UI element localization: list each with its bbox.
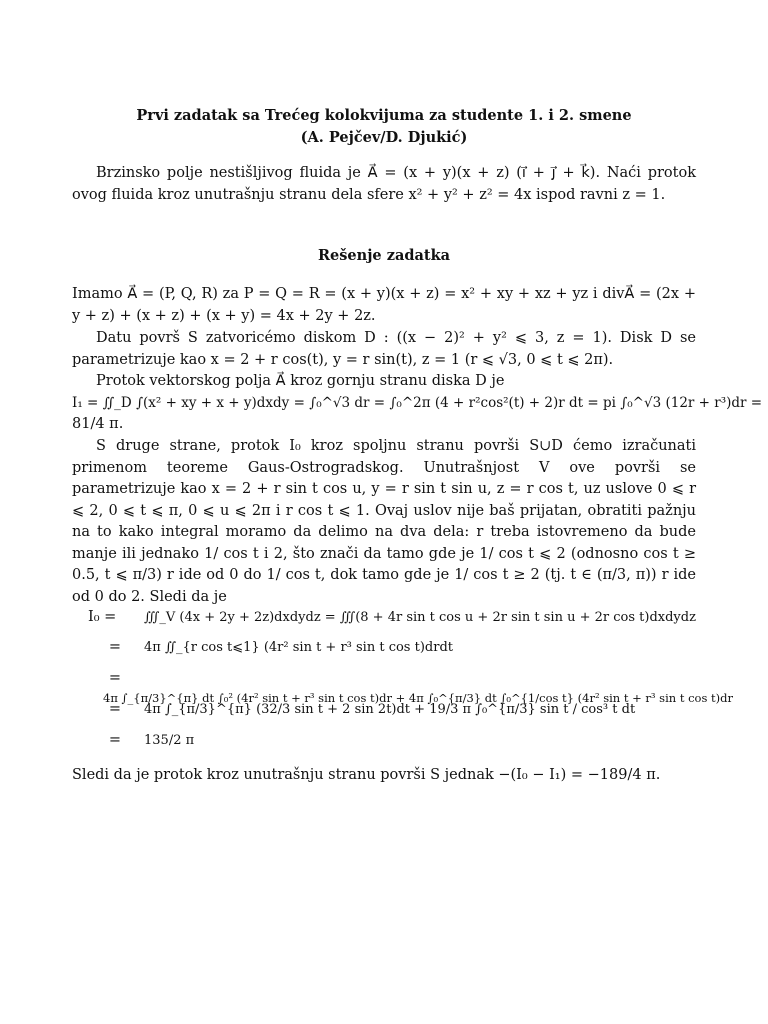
conclusion: Sledi da je protok kroz unutrašnju stranu površi S jednak −(I₀ − I₁) = −189/4 π. — [72, 767, 661, 783]
equals-sign: = — [108, 670, 121, 686]
equation-rhs-1: ∭_V (4x + 2y + 2z)dxdydz = ∭(8 + 4r sin t cos u + 2r sin t sin u + 2r cos t)dxdydz — [144, 610, 696, 625]
flux-disk-equation: I₁ = ∬_D ∫(x² + xy + x + y)dxdy = ∫₀^√3 dr = ∫₀^2π (4 + r²cos²(t) + 2)r dt = pi ∫₀^√3 (12r + r³)dr = — [72, 395, 763, 411]
paragraph-gauss: S druge strane, protok I₀ kroz spoljnu stranu površi S∪D ćemo izračunati primenom teoreme Gaus-Ostrogradskog. Unutrašnjost V ove površi se parametrizuje kao x = 2 + r sin t cos u, y = r sin t sin u, z = r cos t, uz uslove 0 ⩽ r ⩽ 2, 0 ⩽ t ⩽ π, 0 ⩽ u ⩽ 2π i r cos t ⩽ 1. Ovaj uslov nije baš prijatan, obratiti pažnju na to kako integral moramo da delimo na dva dela: r treba istovremeno da bude manje ili jednako 1/ cos t i 2, što znači da tamo gde je 1/ cos t ⩽ 2 (odnosno cos t ≥ 0.5, t ⩽ π/3) r ide od 0 do 1/ cos t, dok tamo gde je 1/ cos t ≥ 2 (tj. t ∈ (π/3, π)) r ide od 0 do 2. Sledi da je — [72, 438, 696, 605]
title-line-2: (A. Pejčev/D. Djukić) — [300, 129, 468, 146]
flux-disk-result: 81/4 π. — [72, 416, 124, 432]
paragraph-flux-intro: Protok vektorskog polja A⃗ kroz gornju stranu diska D je — [96, 373, 505, 389]
equation-rhs-2: 4π ∬_{r cos t⩽1} (4r² sin t + r³ sin t cos t)drdt — [144, 640, 453, 655]
paragraph-disk: Datu površ S zatvoricémo diskom D : ((x − 2)² + y² ⩽ 3, z = 1). Disk D se parametrizuje kao x = 2 + r cos(t), y = r sin(t), z = 1 (r ⩽ √3, 0 ⩽ t ⩽ 2π). — [72, 330, 696, 368]
section-title: Rešenje zadatka — [317, 247, 451, 264]
equals-sign: = — [108, 732, 121, 748]
equation-row-1 — [88, 607, 696, 628]
problem-statement: Brzinsko polje nestišljivog fluida je A⃗ = (x + y)(x + z) (i⃗ + j⃗ + k⃗). Naći protok ovog fluida kroz unutrašnju stranu dela sfere x² + y² + z² = 4x ispod ravni z = 1. — [72, 165, 696, 203]
equation-lhs: I₀ = — [88, 609, 117, 625]
equation-rhs-3: 4π ∫_{π/3}^{π} dt ∫₀² (4r² sin t + r³ sin t cos t)dr + 4π ∫₀^{π/3} dt ∫₀^{1/cos t} (4r² sin t + r³ sin t cos t)dr — [103, 691, 733, 705]
equation-rhs-4: 4π ∫_{π/3}^{π} (32/3 sin t + 2 sin 2t)dt + 19/3 π ∫₀^{π/3} sin t / cos³ t dt — [144, 702, 636, 717]
equation-row-4 — [88, 699, 696, 720]
equals-sign: = — [108, 639, 121, 655]
equals-sign: = — [108, 701, 121, 717]
paragraph-divergence: Imamo A⃗ = (P, Q, R) za P = Q = R = (x + y)(x + z) = x² + xy + xz + yz i divA⃗ = (2x + y + z) + (x + z) + (x + y) = 4x + 2y + 2z. — [72, 286, 696, 324]
equation-row-2 — [88, 637, 696, 658]
equation-rhs-5: 135/2 π — [144, 733, 195, 748]
title-line-1: Prvi zadatak sa Trećeg kolokvijuma za studente 1. i 2. smene — [136, 107, 632, 124]
equation-row-5 — [88, 730, 696, 751]
